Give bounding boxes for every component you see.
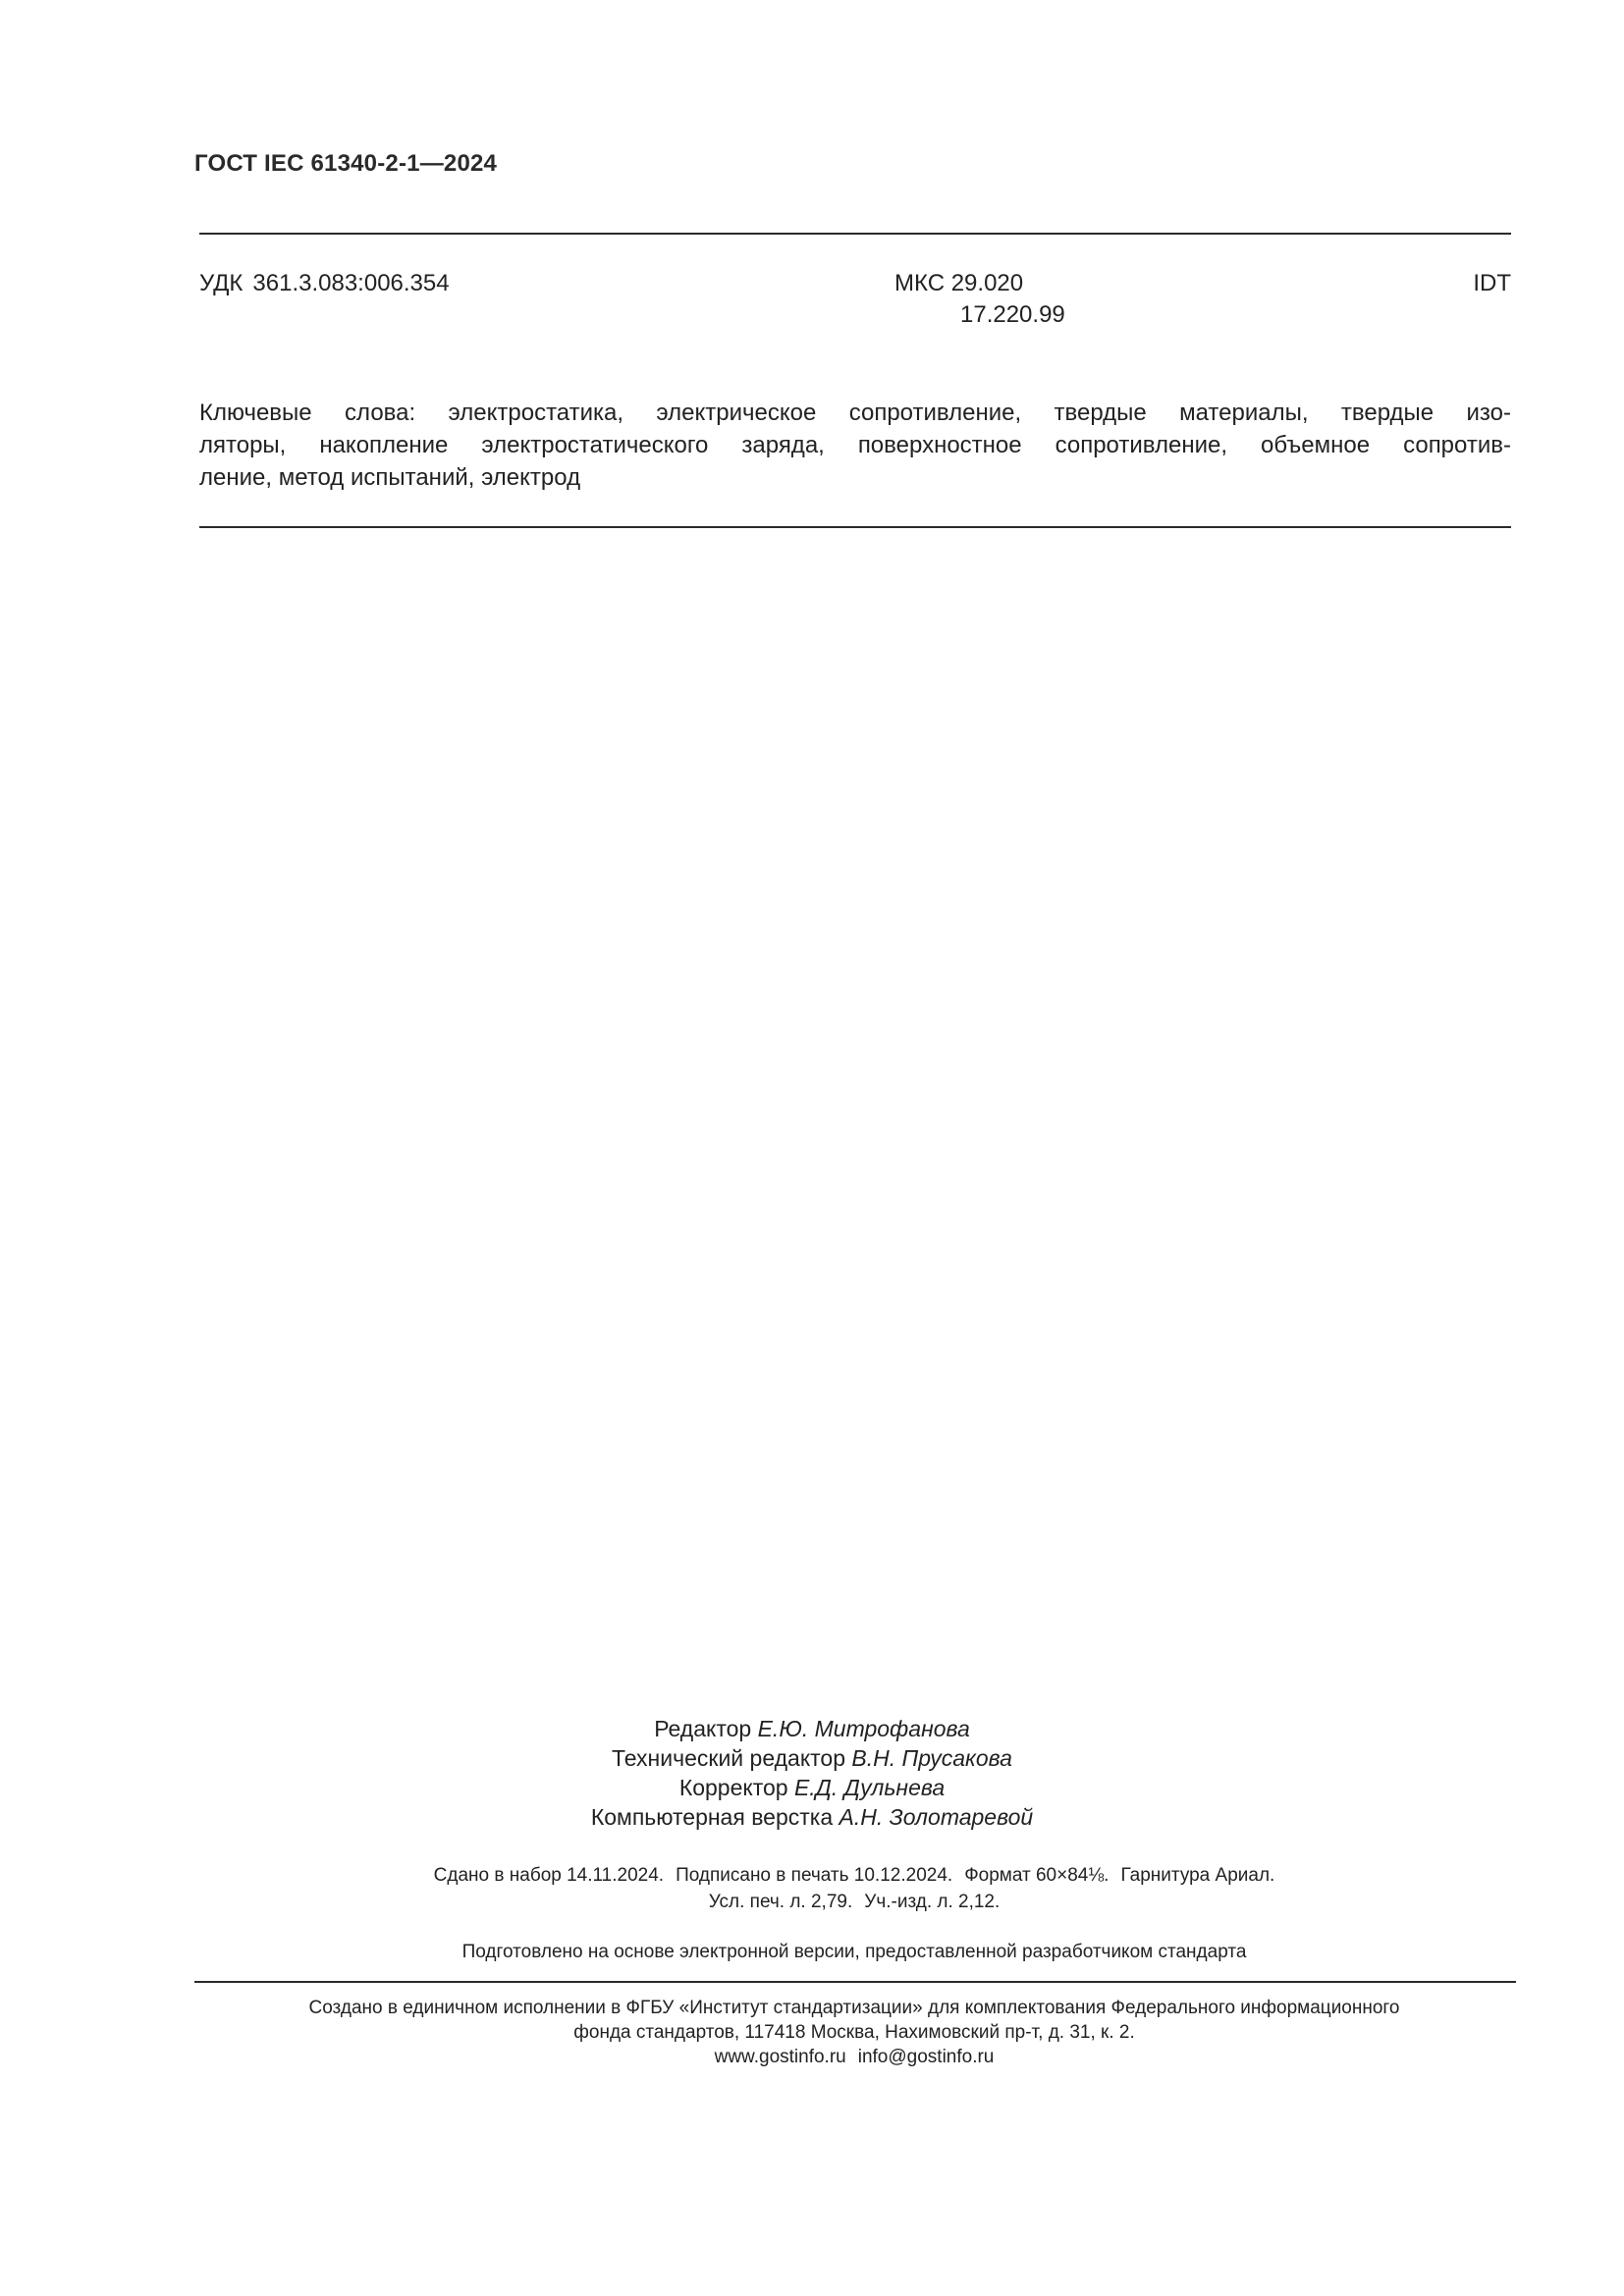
udk-label: УДК <box>199 270 244 296</box>
keywords-line-1: Ключевые слова: электростатика, электрическое сопротивление, твердые материалы, твердые изо- <box>199 400 1511 426</box>
created-note <box>0 1996 1624 2069</box>
credit-name: В.Н. Прусакова <box>851 1745 1012 1771</box>
publication-sheets: Уч.-изд. л. 2,12. <box>864 1892 1001 1912</box>
email-link[interactable]: info@gostinfo.ru <box>857 2047 995 2067</box>
top-divider <box>199 233 1511 235</box>
credit-role: Компьютерная верстка <box>590 1804 834 1830</box>
credit-proofreader <box>0 1773 1624 1802</box>
standard-code-header: ГОСТ IEC 61340-2-1—2024 <box>194 150 498 177</box>
contacts-line <box>0 2045 1624 2069</box>
print-sheets: Усл. печ. л. 2,79. <box>708 1892 853 1912</box>
submitted-date: Сдано в набор 14.11.2024. <box>433 1865 665 1886</box>
credit-name: Е.Д. Дульнева <box>793 1775 946 1800</box>
credits-block <box>0 1714 1624 1832</box>
keywords-block <box>199 397 1511 494</box>
udk-value: 361.3.083:006.354 <box>252 270 450 296</box>
bottom-divider <box>194 1981 1516 1983</box>
prepared-note: Подготовлено на основе электронной версии, предоставленной разработчиком стандарта <box>461 1942 1247 1962</box>
created-line-1: Создано в единичном исполнении в ФГБУ «Институт стандартизации» для комплектования Федерального информационного <box>308 1998 1400 2018</box>
paper-format: Формат 60×84⅛. <box>964 1865 1110 1886</box>
credit-role: Корректор <box>678 1775 788 1800</box>
keywords-line-2: ляторы, накопление электростатического заряда, поверхностное сопротивление, объемное сопротив- <box>199 432 1511 458</box>
print-info-line-1 <box>0 1862 1624 1889</box>
mks-classification: МКС 29.020 <box>894 270 1024 296</box>
credit-name: Е.Ю. Митрофанова <box>757 1716 970 1741</box>
credit-role: Технический редактор <box>612 1745 846 1771</box>
credit-role: Редактор <box>654 1716 752 1741</box>
mks-classification-second: 17.220.99 <box>960 301 1065 328</box>
website-link[interactable]: www.gostinfo.ru <box>714 2047 846 2067</box>
credit-layout <box>0 1802 1624 1832</box>
credit-name: А.Н. Золотаревой <box>839 1804 1034 1830</box>
credit-editor <box>0 1714 1624 1743</box>
created-line-2: фонда стандартов, 117418 Москва, Нахимовский пр-т, д. 31, к. 2. <box>573 2022 1135 2043</box>
typeface: Гарнитура Ариал. <box>1120 1865 1275 1886</box>
keywords-line-3: ление, метод испытаний, электрод <box>199 464 581 491</box>
signed-date: Подписано в печать 10.12.2024. <box>676 1865 953 1886</box>
print-info-line-2 <box>0 1889 1624 1915</box>
udk-classification <box>199 270 450 297</box>
idt-label: IDT <box>1473 270 1511 296</box>
credit-technical-editor <box>0 1743 1624 1773</box>
keywords-divider <box>199 526 1511 528</box>
print-info <box>0 1862 1624 1915</box>
